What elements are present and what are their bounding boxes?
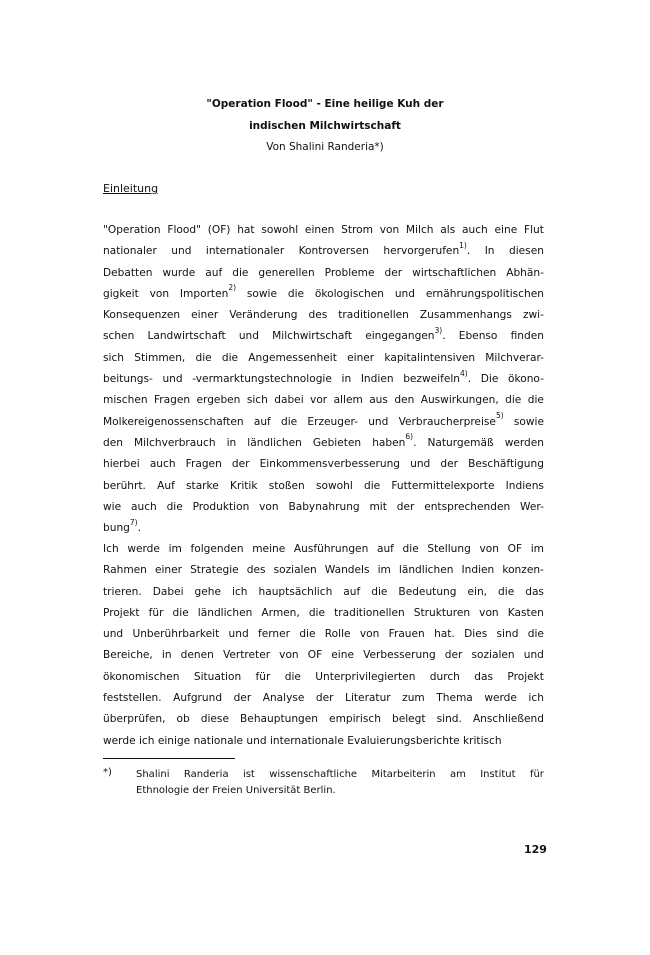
text-line: trieren. Dabei gehe ich hauptsächlich auf die Bedeutung ein, die das — [103, 585, 544, 598]
footnote-separator — [103, 758, 235, 759]
text-line: Ich werde im folgenden meine Ausführungen auf die Stellung von OF im — [103, 543, 544, 555]
page-number: 129 — [524, 843, 547, 856]
text-line: Konsequenzen einer Veränderung des traditionellen Zusammenhangs zwi- — [103, 309, 544, 322]
article-title-line-2: indischen Milchwirtschaft — [249, 120, 401, 132]
text-line: werde ich einige nationale und internationale Evaluierungsberichte kritisch — [103, 734, 502, 747]
text-line: mischen Fragen ergeben sich dabei vor allem aus den Auswirkungen, die die — [103, 394, 544, 407]
text-line: überprüfen, ob diese Behauptungen empirisch belegt sind. Anschließend — [103, 713, 544, 726]
text-line: gigkeit von Importen$^{2)}$ sowie die ökologischen und ernährungspolitischen — [103, 283, 544, 300]
footnote-reference: 1) — [459, 240, 467, 250]
text-line: beitungs- und -vermarktungstechnologie in Indien bezweifeln$^{4)}$. Die ökono- — [103, 368, 544, 386]
text-line: nationaler und internationaler Kontroversen hervorgerufen$^{1)}$. In diesen — [103, 240, 544, 258]
article-author: Von Shalini Randeria*) — [266, 141, 384, 153]
paragraph-1 — [103, 220, 544, 539]
footnote-reference: 7) — [129, 517, 138, 527]
text-line: bung$^{7)}$. — [103, 517, 141, 535]
text-line: "Operation Flood" (OF) hat sowohl einen Strom von Milch als auch eine Flut — [103, 224, 544, 236]
footnote-reference: 5) — [495, 411, 504, 421]
text-line: und Unberührbarkeit und ferner die Rolle von Frauen hat. Dies sind die — [103, 628, 544, 641]
article-title-line-1: "Operation Flood" - Eine heilige Kuh der — [206, 98, 444, 110]
footnote-reference: 3) — [434, 325, 443, 335]
text-line: feststellen. Aufgrund der Analyse der Literatur zum Thema werde ich — [103, 692, 544, 705]
text-line: ökonomischen Situation für die Unterprivilegierten durch das Projekt — [103, 670, 544, 683]
text-line: hierbei auch Fragen der Einkommensverbesserung und der Beschäftigung — [103, 458, 544, 471]
footnote-reference: 2) — [228, 283, 237, 293]
text-line: den Milchverbrauch in ländlichen Gebieten haben$^{6)}$. Naturgemäß werden — [103, 432, 544, 449]
text-line: Debatten wurde auf die generellen Probleme der wirtschaftlichen Abhän- — [103, 266, 544, 279]
footnote-mark: *) — [103, 767, 112, 778]
text-line: schen Landwirtschaft und Milchwirtschaft eingegangen$^{3)}$. Ebenso finden — [103, 325, 544, 343]
text-line: Shalini Randeria ist wissenschaftliche Mitarbeiterin am Institut für — [136, 769, 544, 780]
text-line: wie auch die Produktion von Babynahrung mit der entsprechenden Wer- — [103, 500, 544, 513]
section-heading: Einleitung — [103, 182, 159, 195]
text-line: Bereiche, in denen Vertreter von OF eine Verbesserung der sozialen und — [103, 649, 544, 662]
text-line: Projekt für die ländlichen Armen, die traditionellen Strukturen von Kasten — [103, 606, 544, 619]
text-line: sich Stimmen, die die Angemessenheit einer kapitalintensiven Milchverar- — [103, 351, 544, 364]
footnote-reference: 6) — [405, 432, 414, 442]
paragraph-2 — [103, 539, 544, 752]
footnote-text — [136, 767, 544, 799]
text-line: berührt. Auf starke Kritik stoßen sowohl die Futtermittelexporte Indiens — [103, 479, 544, 492]
text-line: Rahmen einer Strategie des sozialen Wandels im ländlichen Indien konzen- — [103, 564, 544, 577]
footnote-reference: 4) — [460, 368, 468, 378]
text-line: Molkereigenossenschaften auf die Erzeuger- und Verbraucherpreise$^{5)}$ sowie — [103, 411, 544, 428]
text-line: Ethnologie der Freien Universität Berlin. — [136, 785, 336, 796]
